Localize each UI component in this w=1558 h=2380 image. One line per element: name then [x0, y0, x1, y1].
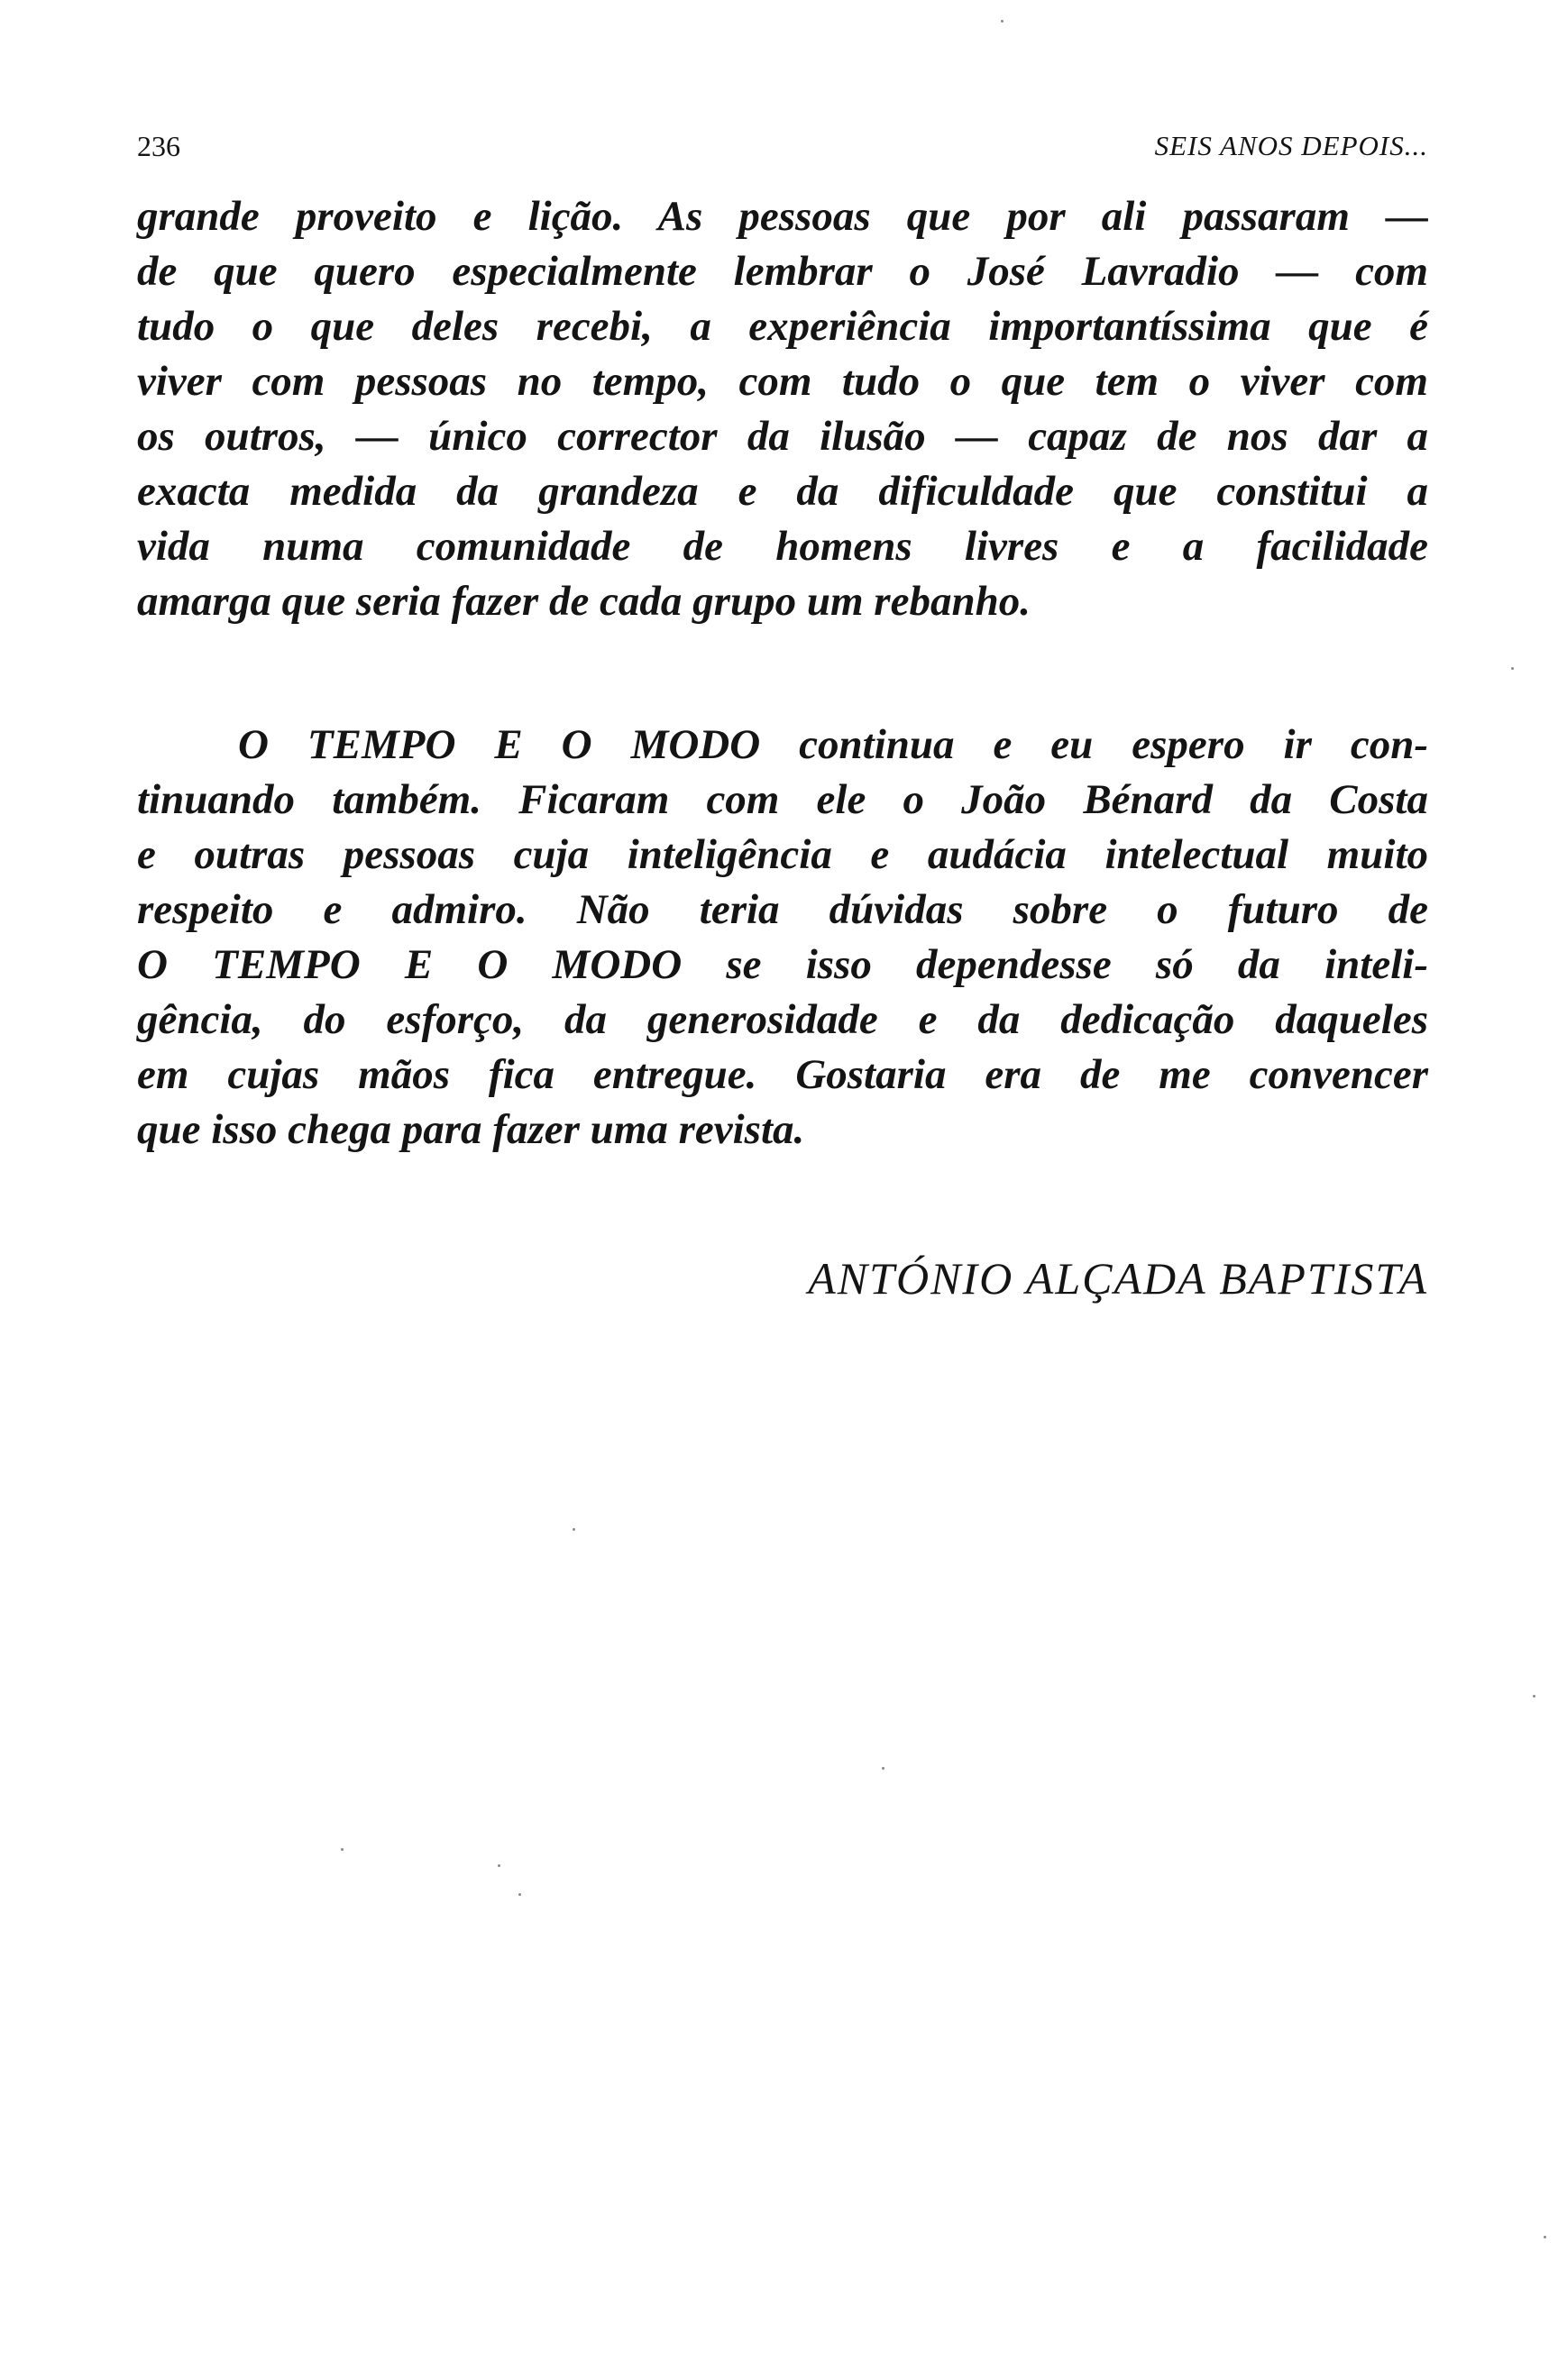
- text-line: gência, do esforço, da generosidade e da dedicação daqueles: [137, 996, 1428, 1043]
- scan-speck: [1511, 667, 1514, 670]
- page-number: 236: [137, 130, 180, 162]
- text-line: que isso chega para fazer uma revista.: [137, 1106, 805, 1153]
- scan-speck: [341, 1848, 344, 1851]
- running-title: SEIS ANOS DEPOIS...: [1154, 130, 1428, 161]
- text-line: tudo o que deles recebi, a experiência importantíssima que é: [137, 303, 1428, 350]
- text-line: grande proveito e lição. As pessoas que por ali passaram —: [137, 193, 1428, 240]
- text-line: vida numa comunidade de homens livres e a facilidade: [137, 523, 1428, 570]
- text-line: O TEMPO E O MODO se isso dependesse só da inteli-: [137, 941, 1428, 988]
- scan-speck: [518, 1893, 521, 1896]
- text-line: amarga que seria fazer de cada grupo um rebanho.: [137, 578, 1031, 625]
- text-line: viver com pessoas no tempo, com tudo o que tem o viver com: [137, 358, 1428, 405]
- text-line: os outros, — único corrector da ilusão — capaz de nos dar a: [137, 413, 1428, 460]
- text-line: O TEMPO E O MODO continua e eu espero ir con-: [238, 721, 1428, 768]
- author-signature: ANTÓNIO ALÇADA BAPTISTA: [808, 1253, 1428, 1304]
- text-line: tinuando também. Ficaram com ele o João Bénard da Costa: [137, 776, 1428, 823]
- text-line: de que quero especialmente lembrar o José Lavradio — com: [137, 248, 1428, 295]
- scan-speck: [1001, 20, 1004, 23]
- running-head: [137, 126, 1428, 166]
- paragraph-continuation: [137, 189, 1428, 629]
- text-line: e outras pessoas cuja inteligência e audácia intelectual muito: [137, 831, 1428, 878]
- text-line: respeito e admiro. Não teria dúvidas sobre o futuro de: [137, 886, 1428, 933]
- text-line: em cujas mãos fica entregue. Gostaria era de me convencer: [137, 1051, 1428, 1098]
- text-line: exacta medida da grandeza e da dificuldade que constitui a: [137, 468, 1428, 515]
- scan-speck: [573, 1528, 575, 1531]
- scan-speck: [498, 1864, 500, 1867]
- scan-speck: [882, 1767, 884, 1770]
- paragraph-o-tempo-e-o-modo: [137, 718, 1428, 1158]
- scan-speck: [1533, 1695, 1535, 1698]
- scan-speck: [1544, 2236, 1546, 2238]
